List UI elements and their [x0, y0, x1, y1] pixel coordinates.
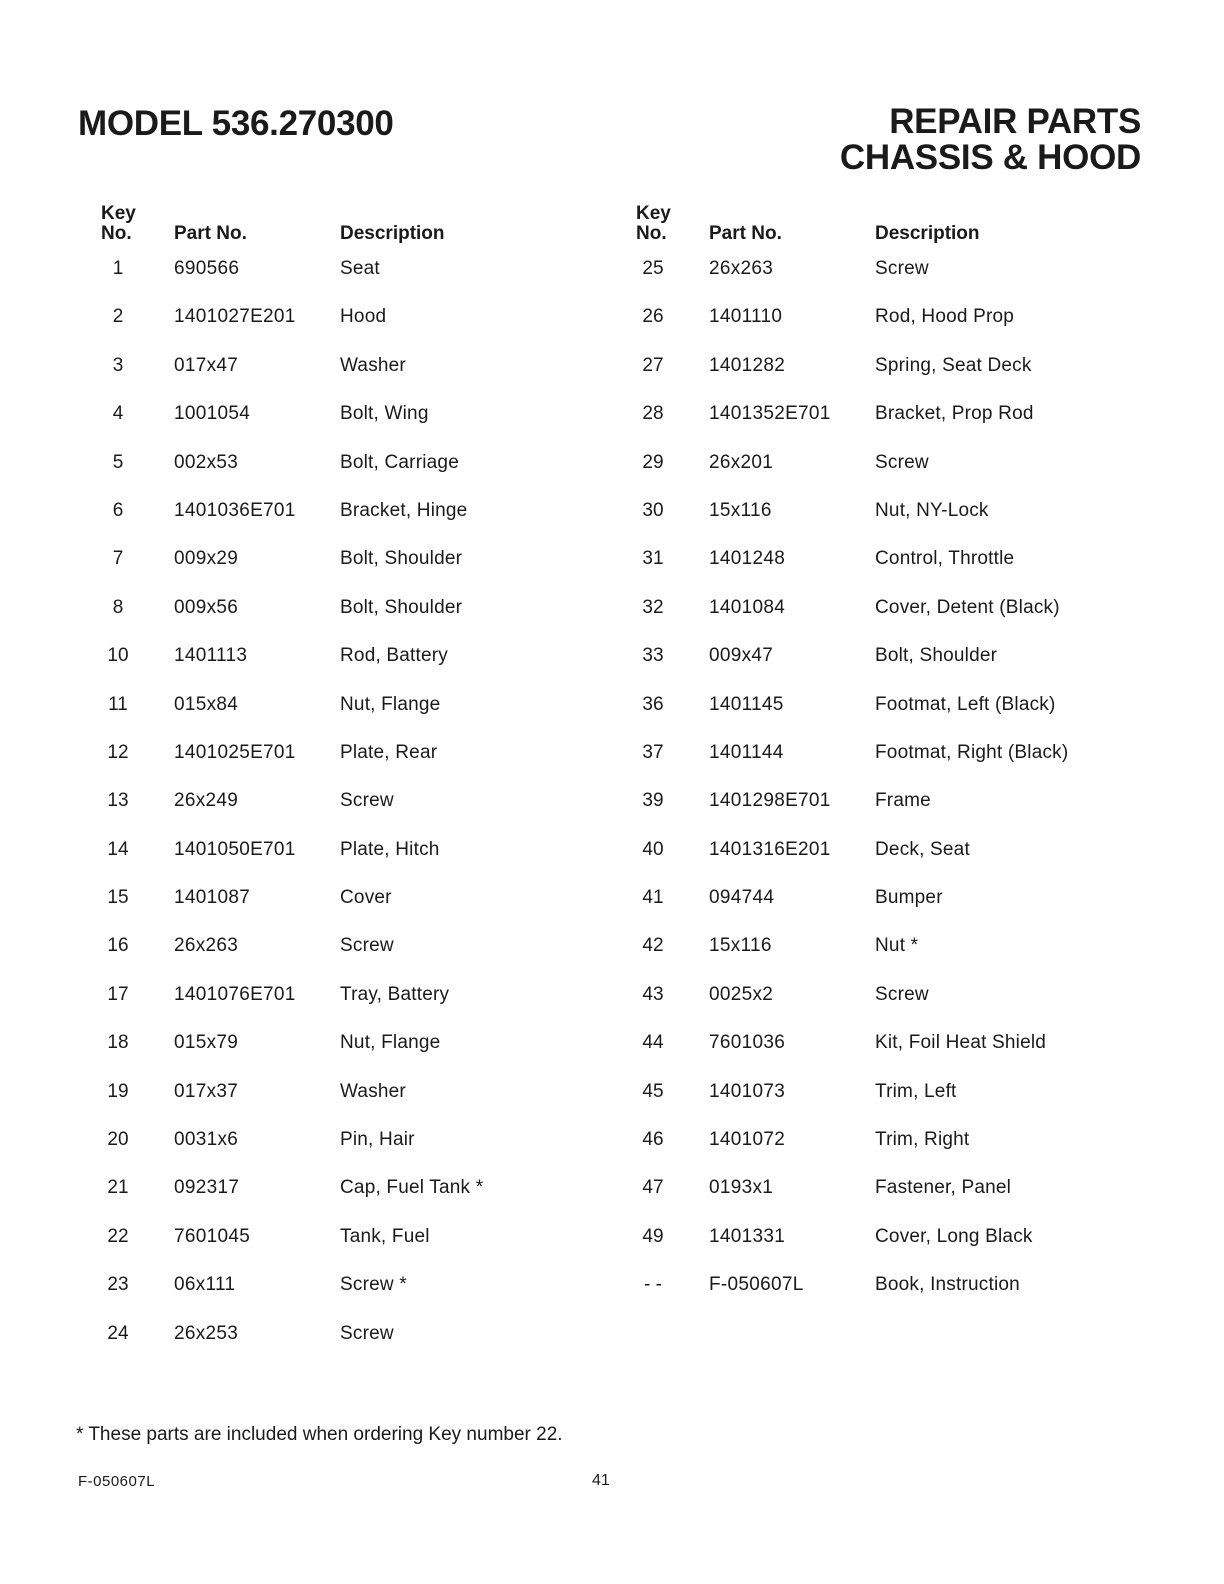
- part-description: Bumper: [875, 887, 943, 909]
- key-number: 11: [108, 693, 128, 715]
- table-row: [60, 395, 620, 443]
- header-description: Description: [875, 223, 980, 244]
- key-number: 4: [112, 403, 124, 425]
- document-code: F-050607L: [78, 1473, 156, 1490]
- table-row: [595, 347, 1155, 395]
- key-number: 49: [642, 1225, 664, 1247]
- part-number: 009x47: [709, 645, 774, 667]
- part-number: 017x37: [174, 1080, 239, 1102]
- part-number: 1401110: [709, 306, 783, 328]
- part-number: F-050607L: [709, 1274, 804, 1296]
- part-number: 1401050E701: [174, 838, 296, 860]
- part-number: 7601045: [174, 1225, 251, 1247]
- part-number: 1401072: [709, 1129, 786, 1151]
- part-description: Hood: [340, 306, 387, 328]
- table-row: [595, 540, 1155, 588]
- table-row: [595, 831, 1155, 879]
- key-number: 1: [112, 258, 124, 279]
- part-description: Nut *: [875, 935, 919, 957]
- part-number: 1401316E201: [709, 838, 831, 860]
- table-row: [60, 1218, 620, 1266]
- part-description: Cover, Detent (Black): [875, 596, 1060, 618]
- part-number: 26x201: [709, 451, 774, 473]
- table-row: [60, 540, 620, 588]
- table-row: [60, 637, 620, 685]
- part-number: 26x253: [174, 1322, 239, 1344]
- key-number: 2: [112, 306, 124, 328]
- part-description: Tank, Fuel: [340, 1225, 430, 1247]
- part-description: Nut, Flange: [340, 693, 441, 715]
- part-description: Deck, Seat: [875, 838, 970, 860]
- table-row: [60, 298, 620, 346]
- part-number: 1401076E701: [174, 983, 296, 1005]
- part-description: Bracket, Prop Rod: [875, 403, 1034, 425]
- table-row: [60, 734, 620, 782]
- key-number: 25: [642, 258, 664, 279]
- part-description: Cover: [340, 887, 392, 909]
- part-number: 015x79: [174, 1032, 239, 1054]
- part-number: 1401087: [174, 887, 251, 909]
- table-row: [60, 492, 620, 540]
- part-description: Screw: [875, 258, 929, 279]
- part-number: 1401298E701: [709, 790, 831, 812]
- key-number: 5: [112, 451, 124, 473]
- header-key-line-1: Key: [636, 203, 671, 224]
- header-part-no: Part No.: [709, 223, 782, 244]
- key-number: 21: [107, 1177, 129, 1199]
- table-row: [60, 782, 620, 830]
- table-row: [595, 444, 1155, 492]
- part-description: Rod, Battery: [340, 645, 449, 667]
- part-description: Screw: [875, 451, 929, 473]
- part-description: Footmat, Left (Black): [875, 693, 1056, 715]
- part-number: 06x111: [174, 1274, 236, 1296]
- key-number: 27: [642, 354, 664, 376]
- key-number: 33: [642, 645, 664, 667]
- table-row: [595, 1169, 1155, 1217]
- key-number: 20: [107, 1129, 129, 1151]
- key-number: 8: [112, 596, 124, 618]
- part-number: 1401073: [709, 1080, 786, 1102]
- key-number: 3: [112, 354, 124, 376]
- part-number: 15x116: [709, 935, 772, 957]
- header-key-line-2: No.: [101, 223, 132, 244]
- part-number: 002x53: [174, 451, 239, 473]
- key-number: 28: [642, 403, 664, 425]
- key-number: 26: [642, 306, 664, 328]
- table-row: [595, 1121, 1155, 1169]
- table-row: [60, 1073, 620, 1121]
- part-description: Washer: [340, 354, 406, 376]
- table-row: [595, 298, 1155, 346]
- section-title-line-2: CHASSIS & HOOD: [839, 138, 1141, 177]
- table-row: [60, 927, 620, 975]
- table-row: [60, 1315, 620, 1363]
- table-row: [595, 782, 1155, 830]
- part-description: Seat: [340, 258, 380, 279]
- part-number: 1401036E701: [174, 499, 296, 521]
- part-description: Nut, Flange: [340, 1032, 441, 1054]
- table-row: [60, 250, 620, 298]
- table-row: [595, 589, 1155, 637]
- part-description: Cap, Fuel Tank *: [340, 1177, 484, 1199]
- key-number: 15: [107, 887, 129, 909]
- key-number: 24: [107, 1322, 129, 1344]
- part-description: Screw: [340, 935, 394, 957]
- key-number: 45: [642, 1080, 664, 1102]
- key-number: 41: [642, 887, 664, 909]
- section-title-line-1: REPAIR PARTS: [889, 102, 1141, 141]
- key-number: 17: [107, 983, 129, 1005]
- part-number: 690566: [174, 258, 240, 279]
- table-header: [60, 202, 620, 250]
- part-description: Screw *: [340, 1274, 407, 1296]
- part-description: Spring, Seat Deck: [875, 354, 1032, 376]
- table-header: [595, 202, 1155, 250]
- key-number: 43: [642, 983, 664, 1005]
- key-number: 44: [642, 1032, 664, 1054]
- part-number: 26x263: [174, 935, 239, 957]
- part-number: 0031x6: [174, 1129, 239, 1151]
- key-number: - -: [644, 1274, 662, 1296]
- key-number: 46: [642, 1129, 664, 1151]
- table-row: [60, 1169, 620, 1217]
- part-description: Bolt, Carriage: [340, 451, 459, 473]
- part-number: 009x56: [174, 596, 239, 618]
- part-number: 26x263: [709, 258, 774, 279]
- part-number: 1401282: [709, 354, 786, 376]
- table-row: [595, 1024, 1155, 1072]
- key-number: 37: [642, 741, 664, 763]
- table-row: [595, 879, 1155, 927]
- part-description: Trim, Left: [875, 1080, 957, 1102]
- part-number: 1401352E701: [709, 403, 831, 425]
- part-description: Tray, Battery: [340, 983, 450, 1005]
- table-row: [595, 1073, 1155, 1121]
- table-row: [595, 734, 1155, 782]
- key-number: 14: [107, 838, 129, 860]
- key-number: 32: [642, 596, 664, 618]
- part-number: 1401145: [709, 693, 784, 715]
- part-number: 1401144: [709, 741, 784, 763]
- part-description: Trim, Right: [875, 1129, 970, 1151]
- key-number: 23: [107, 1274, 129, 1296]
- header-key-line-1: Key: [101, 203, 136, 224]
- key-number: 13: [107, 790, 129, 812]
- table-row: [60, 1266, 620, 1314]
- part-description: Kit, Foil Heat Shield: [875, 1032, 1047, 1054]
- section-title: [840, 104, 1141, 176]
- part-description: Bolt, Shoulder: [875, 645, 998, 667]
- part-description: Footmat, Right (Black): [875, 741, 1069, 763]
- table-row: [60, 686, 620, 734]
- part-number: 1401027E201: [174, 306, 296, 328]
- header-part-no: Part No.: [174, 223, 247, 244]
- part-description: Book, Instruction: [875, 1274, 1020, 1296]
- table-row: [595, 976, 1155, 1024]
- key-number: 40: [642, 838, 664, 860]
- parts-rows-right: [595, 250, 1155, 1315]
- part-number: 1401113: [174, 645, 248, 667]
- table-row: [60, 831, 620, 879]
- key-number: 12: [107, 741, 129, 763]
- table-row: [595, 492, 1155, 540]
- parts-table-right: [595, 202, 1155, 1315]
- table-row: [60, 589, 620, 637]
- key-number: 18: [107, 1032, 129, 1054]
- part-description: Plate, Rear: [340, 741, 438, 763]
- header-key-line-2: No.: [636, 223, 667, 244]
- key-number: 31: [642, 548, 664, 570]
- part-description: Washer: [340, 1080, 406, 1102]
- key-number: 16: [107, 935, 129, 957]
- part-description: Screw: [875, 983, 929, 1005]
- table-row: [60, 1121, 620, 1169]
- part-number: 015x84: [174, 693, 239, 715]
- table-row: [595, 637, 1155, 685]
- part-number: 094744: [709, 887, 775, 909]
- part-number: 1001054: [174, 403, 251, 425]
- table-row: [60, 444, 620, 492]
- part-number: 7601036: [709, 1032, 786, 1054]
- part-number: 0025x2: [709, 983, 774, 1005]
- part-number: 1401331: [709, 1225, 786, 1247]
- part-description: Pin, Hair: [340, 1129, 415, 1151]
- part-description: Screw: [340, 1322, 394, 1344]
- part-number: 1401084: [709, 596, 786, 618]
- table-row: [595, 250, 1155, 298]
- part-number: 1401025E701: [174, 741, 296, 763]
- key-number: 19: [107, 1080, 129, 1102]
- parts-rows-left: [60, 250, 620, 1363]
- key-number: 47: [642, 1177, 664, 1199]
- table-row: [595, 927, 1155, 975]
- part-number: 009x29: [174, 548, 239, 570]
- table-row: [60, 1024, 620, 1072]
- key-number: 39: [642, 790, 664, 812]
- part-description: Plate, Hitch: [340, 838, 440, 860]
- key-number: 7: [112, 548, 124, 570]
- part-number: 26x249: [174, 790, 239, 812]
- table-row: [595, 395, 1155, 443]
- table-row: [60, 976, 620, 1024]
- footnote: * These parts are included when ordering Key number 22.: [76, 1424, 563, 1445]
- model-title: MODEL 536.270300: [78, 104, 394, 143]
- part-description: Cover, Long Black: [875, 1225, 1033, 1247]
- part-description: Bolt, Wing: [340, 403, 429, 425]
- table-row: [595, 686, 1155, 734]
- part-description: Screw: [340, 790, 394, 812]
- header-description: Description: [340, 223, 445, 244]
- key-number: 6: [112, 499, 124, 521]
- part-description: Frame: [875, 790, 931, 812]
- key-number: 22: [107, 1225, 129, 1247]
- table-row: [595, 1218, 1155, 1266]
- part-description: Nut, NY-Lock: [875, 499, 989, 521]
- part-description: Control, Throttle: [875, 548, 1015, 570]
- part-description: Bracket, Hinge: [340, 499, 468, 521]
- table-row: [60, 347, 620, 395]
- key-number: 10: [107, 645, 129, 667]
- part-number: 0193x1: [709, 1177, 774, 1199]
- part-description: Fastener, Panel: [875, 1177, 1012, 1199]
- key-number: 29: [642, 451, 664, 473]
- part-description: Bolt, Shoulder: [340, 548, 463, 570]
- parts-table-left: [60, 202, 620, 1363]
- part-description: Rod, Hood Prop: [875, 306, 1015, 328]
- table-row: [60, 879, 620, 927]
- part-number: 1401248: [709, 548, 786, 570]
- part-number: 15x116: [709, 499, 772, 521]
- key-number: 30: [642, 499, 664, 521]
- page-number: 41: [592, 1472, 610, 1489]
- key-number: 42: [642, 935, 664, 957]
- table-row: [595, 1266, 1155, 1314]
- part-number: 092317: [174, 1177, 240, 1199]
- key-number: 36: [642, 693, 664, 715]
- part-number: 017x47: [174, 354, 239, 376]
- part-description: Bolt, Shoulder: [340, 596, 463, 618]
